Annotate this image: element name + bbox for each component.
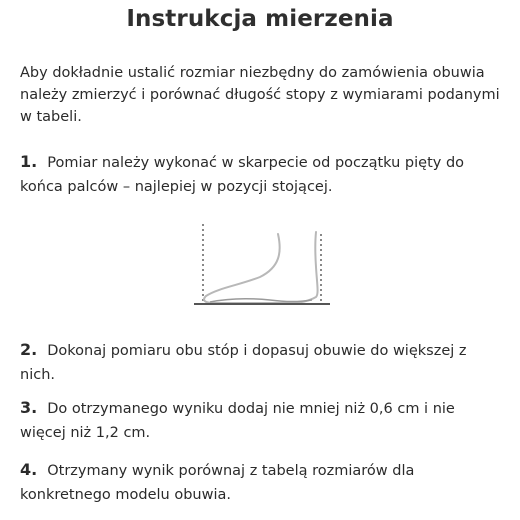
step-number: 1. bbox=[20, 152, 38, 171]
step-text: Do otrzymanego wyniku dodaj nie mniej niż 0,6 cm i nie więcej niż 1,2 cm. bbox=[20, 401, 455, 441]
step-text: Pomiar należy wykonać w skarpecie od początku pięty do końca palców – najlepiej w pozycji stojącej. bbox=[20, 155, 465, 195]
step-item bbox=[20, 150, 505, 199]
step-text: Otrzymany wynik porównaj z tabelą rozmiarów dla konkretnego modelu obuwia. bbox=[20, 463, 415, 503]
foot-measurement-icon bbox=[190, 222, 340, 314]
step-item bbox=[20, 338, 505, 387]
page-title: Instrukcja mierzenia bbox=[126, 6, 394, 32]
sole-outline bbox=[210, 299, 312, 302]
intro-paragraph: Aby dokładnie ustalić rozmiar niezbędny do zamówienia obuwia należy zmierzyć i porównać długość stopy z wymiarami podanymi w tabeli. bbox=[20, 65, 500, 125]
step-item bbox=[20, 396, 505, 445]
step-text: Dokonaj pomiaru obu stóp i dopasuj obuwie do większej z nich. bbox=[20, 343, 467, 383]
step-number: 4. bbox=[20, 460, 38, 479]
step-number: 3. bbox=[20, 398, 38, 417]
foot-outline bbox=[204, 232, 318, 303]
step-number: 2. bbox=[20, 340, 38, 359]
step-item bbox=[20, 458, 505, 507]
